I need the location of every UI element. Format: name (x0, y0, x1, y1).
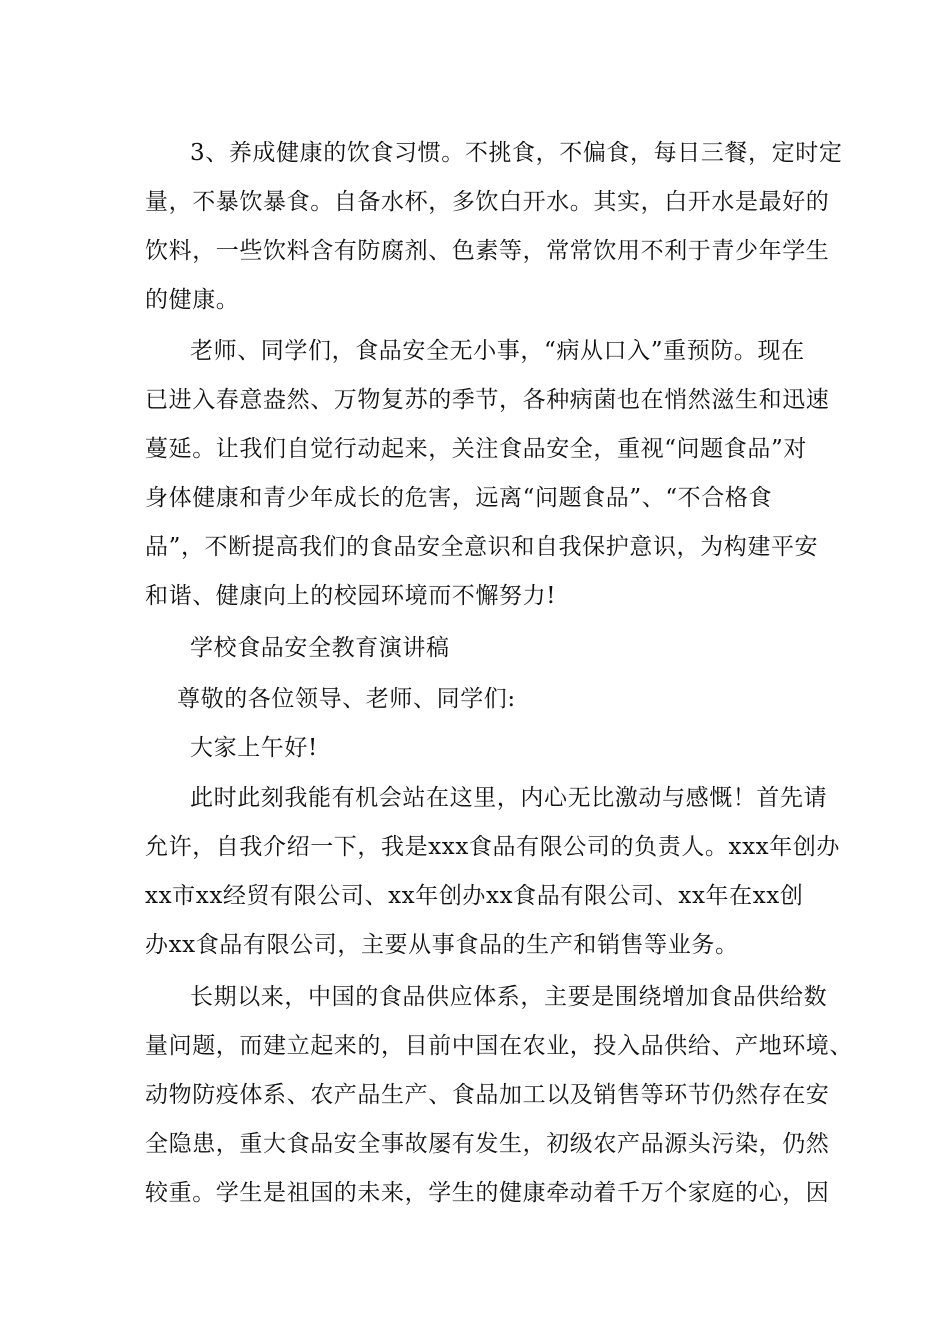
body-text-line: 量问题，而建立起来的，目前中国在农业，投入品供给、产地环境、 (145, 1033, 853, 1059)
body-text-line: 蔓延。让我们自觉行动起来，关注食品安全，重视“问题食品”对 (145, 436, 807, 462)
body-text-line: 长期以来，中国的食品供应体系，主要是围绕增加食品供给数 (190, 984, 828, 1010)
body-text-line: 饮料，一些饮料含有防腐剂、色素等，常常饮用不利于青少年学生 (145, 238, 830, 264)
body-text-line: xx市xx经贸有限公司、xx年创办xx食品有限公司、xx年在xx创 (145, 883, 804, 909)
salutation: 尊敬的各位领导、老师、同学们: (177, 686, 516, 712)
body-text-line: 3、养成健康的饮食习惯。不挑食，不偏食，每日三餐，定时定 (190, 140, 843, 166)
body-text-line: 已进入春意盎然、万物复苏的季节，各种病菌也在悄然滋生和迅速 (145, 387, 830, 413)
body-text-line: 品”，不断提高我们的食品安全意识和自我保护意识，为构建平安 (145, 534, 819, 560)
speech-title: 学校食品安全教育演讲稿 (190, 635, 450, 661)
body-text-line: 身体健康和青少年成长的危害，远离“问题食品”、“不合格食 (145, 485, 773, 511)
greeting: 大家上午好! (190, 735, 318, 761)
body-text-line: 量，不暴饮暴食。自备水杯，多饮白开水。其实，白开水是最好的 (145, 189, 830, 215)
body-text-line: 全隐患，重大食品安全事故屡有发生，初级农产品源头污染，仍然 (145, 1131, 830, 1157)
body-text-line: 较重。学生是祖国的未来，学生的健康牵动着千万个家庭的心，因 (145, 1180, 830, 1206)
body-text-line: 和谐、健康向上的校园环境而不懈努力! (145, 583, 557, 609)
body-text-line: 办xx食品有限公司，主要从事食品的生产和销售等业务。 (145, 932, 739, 958)
body-text-line: 老师、同学们，食品安全无小事，“病从口入”重预防。现在 (190, 338, 805, 364)
body-text-line: 的健康。 (145, 287, 240, 313)
body-text-line: 允许，自我介绍一下，我是xxx食品有限公司的负责人。xxx年创办 (145, 834, 841, 860)
body-text-line: 此时此刻我能有机会站在这里，内心无比激动与感慨！首先请 (190, 785, 828, 811)
body-text-line: 动物防疫体系、农产品生产、食品加工以及销售等环节仍然存在安 (145, 1082, 830, 1108)
